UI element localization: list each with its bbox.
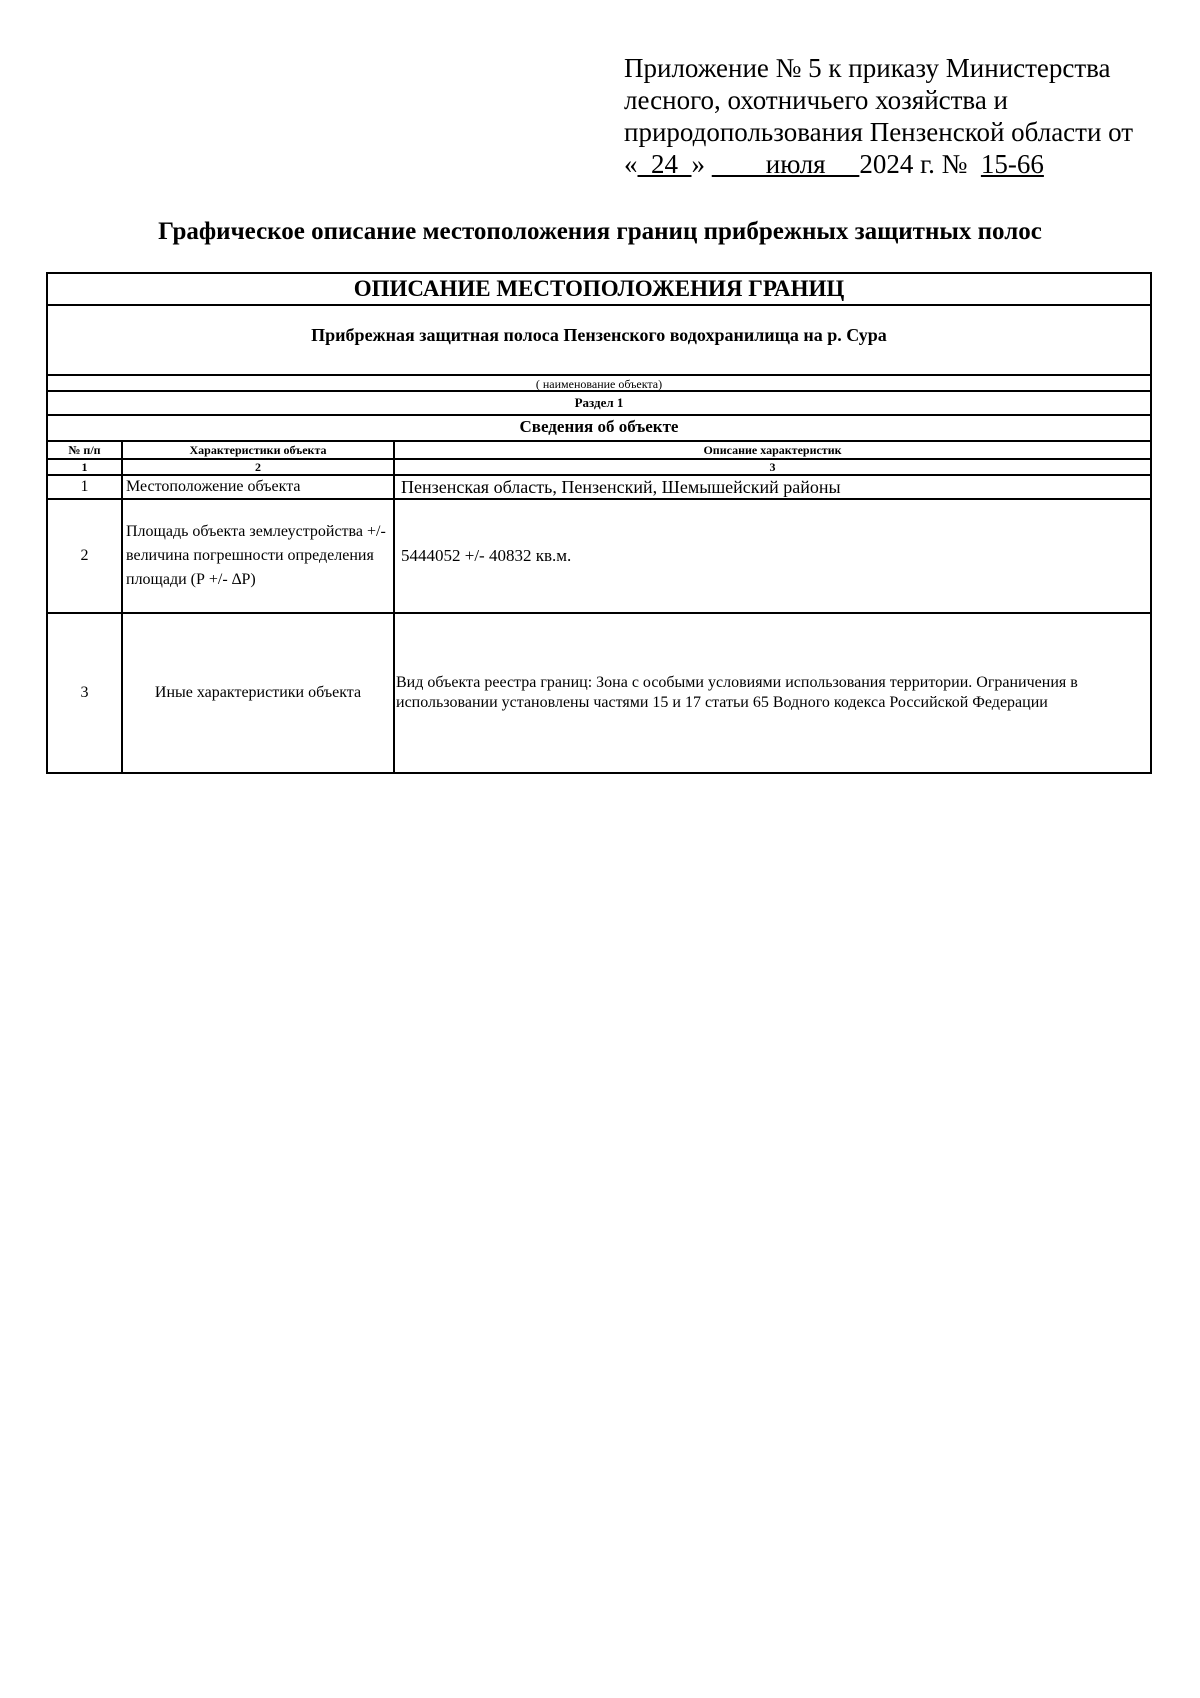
row-number: 1: [48, 475, 122, 499]
date-open-quote: «: [624, 149, 638, 179]
row-characteristic: Местоположение объекта: [122, 475, 394, 499]
row-description: Вид объекта реестра границ: Зона с особыми условиями использования территории. Ограничения в использовании установлены частями 15 и 17 статьи 65 Водного кодекса Российской Федерации: [394, 613, 1150, 772]
table-row: [48, 613, 1150, 772]
appendix-line-1: Приложение № 5 к приказу Министерства: [624, 53, 1111, 83]
section-label: Раздел 1: [48, 392, 1150, 416]
date-day: 24: [637, 149, 692, 179]
row-characteristic: Площадь объекта землеустройства +/- величина погрешности определения площади (Р +/- ∆Р): [122, 499, 394, 613]
info-title: Сведения об объекте: [519, 417, 679, 436]
appendix-line-3: природопользования Пензенской области от: [624, 117, 1134, 147]
header-cell-characteristic: Характеристики объекта: [122, 441, 394, 459]
header-cell-number: № п/п: [48, 441, 122, 459]
date-year: 2024 г. №: [859, 149, 975, 179]
column-number-2: 2: [122, 459, 394, 475]
row-characteristic: Иные характеристики объекта: [122, 613, 394, 772]
table-row: [48, 499, 1150, 613]
appendix-reference: [624, 52, 1184, 180]
column-number-3: 3: [394, 459, 1150, 475]
document-title: Графическое описание местоположения границ прибрежных защитных полос: [158, 218, 1042, 245]
table-row: [48, 475, 1150, 499]
order-number: 15-66: [980, 149, 1044, 179]
header-cell-description: Описание характеристик: [394, 441, 1150, 459]
table-header-row: [48, 441, 1150, 459]
characteristics-table: [48, 440, 1150, 772]
object-caption-wrap: [48, 372, 1150, 392]
object-caption: ( наименование объекта): [48, 374, 1150, 392]
column-number-1: 1: [48, 459, 122, 475]
boundary-description-form: [46, 272, 1152, 774]
object-name: Прибрежная защитная полоса Пензенского водохранилища на р. Сура: [311, 325, 887, 345]
row-description: Пензенская область, Пензенский, Шемышейский районы: [394, 475, 1150, 499]
appendix-line-2: лесного, охотничьего хозяйства и: [624, 85, 1008, 115]
form-header: ОПИСАНИЕ МЕСТОПОЛОЖЕНИЯ ГРАНИЦ: [48, 274, 1150, 306]
date-close-quote: »: [691, 149, 705, 179]
date-month: июля: [711, 149, 860, 179]
appendix-date-line: [624, 148, 1184, 180]
row-description: 5444052 +/- 40832 кв.м.: [394, 499, 1150, 613]
row-number: 2: [48, 499, 122, 613]
row-number: 3: [48, 613, 122, 772]
table-column-number-row: [48, 459, 1150, 475]
